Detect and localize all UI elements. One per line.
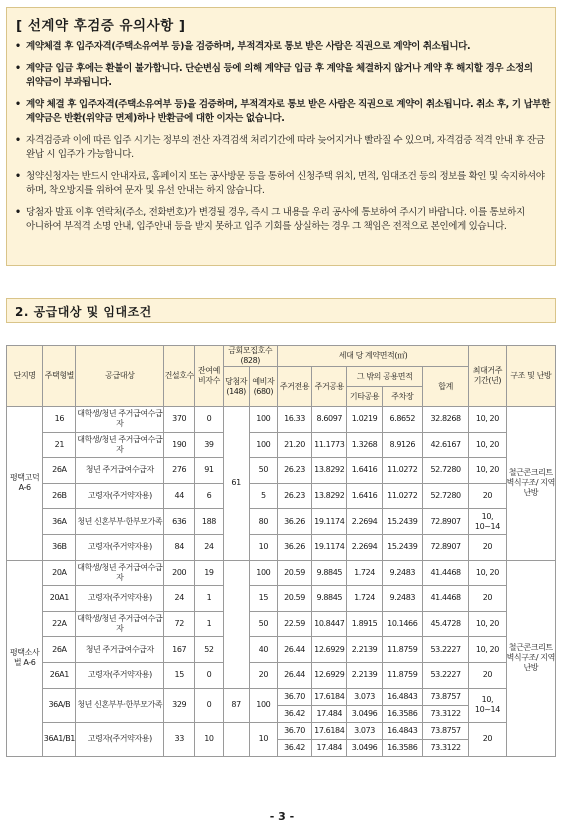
reserve-cell: 10 <box>249 534 277 560</box>
common-cell: 19.1174 <box>312 509 347 535</box>
header-area: 세대 당 계약면적(㎡) <box>277 346 468 367</box>
remaining-cell: 0 <box>195 688 223 722</box>
exclusive-cell: 36.42 <box>277 705 311 722</box>
common-cell: 12.6929 <box>312 662 347 688</box>
header-other-common: 그 밖의 공용면적 <box>347 367 423 387</box>
exclusive-cell: 21.20 <box>277 432 311 458</box>
total-cell: 45.4728 <box>422 611 468 637</box>
exclusive-cell: 26.44 <box>277 662 311 688</box>
table-row <box>7 509 556 535</box>
etc-common-cell: 1.3268 <box>347 432 382 458</box>
header-built: 건설호수 <box>164 346 195 407</box>
reserve-cell: 100 <box>249 432 277 458</box>
type-cell: 20A1 <box>43 586 76 612</box>
type-cell: 26A <box>43 637 76 663</box>
type-cell: 26A1 <box>43 662 76 688</box>
remaining-cell: 24 <box>195 534 223 560</box>
reserve-cell: 5 <box>249 483 277 509</box>
reserve-cell: 50 <box>249 611 277 637</box>
header-type: 주택형별 <box>43 346 76 407</box>
exclusive-cell: 36.70 <box>277 688 311 705</box>
target-cell: 대학생/청년 주거급여수급자 <box>76 432 164 458</box>
etc-common-cell: 2.2694 <box>347 509 382 535</box>
notice-item: • 당첨자 발표 이후 연락처(주소, 전화번호)가 변경될 경우, 즉시 그 내용을 우리 공사에 통보하여 주시기 바랍니다. 이를 통보하지 아니하여 부적격 소명 안내, 입주안내 등을 받지 못하고 입주 기회를 상실하는 경우 그 책임은 전적으로 본인에게 있습니다. <box>15 206 551 235</box>
notice-title: [ 선계약 후검증 유의사항 ] <box>16 18 186 34</box>
table-row <box>7 688 556 705</box>
type-cell: 20A <box>43 560 76 586</box>
complex-name: 평택소사벌 A-6 <box>7 560 43 756</box>
type-cell: 21 <box>43 432 76 458</box>
table-row <box>7 722 556 739</box>
reserve-cell: 50 <box>249 458 277 484</box>
total-cell: 42.6167 <box>422 432 468 458</box>
period-cell: 10, 20 <box>469 560 506 586</box>
total-cell: 32.8268 <box>422 407 468 433</box>
header-target: 공급대상 <box>76 346 164 407</box>
common-cell: 12.6929 <box>312 637 347 663</box>
period-cell: 20 <box>469 534 506 560</box>
period-cell: 10, 20 <box>469 637 506 663</box>
etc-common-cell: 1.8915 <box>347 611 382 637</box>
table-row <box>7 637 556 663</box>
exclusive-cell: 36.42 <box>277 739 311 756</box>
table-row <box>7 662 556 688</box>
notice-item: • 청약신청자는 반드시 안내자료, 홈페이지 또는 공사방문 등을 통하여 신청주택 위치, 면적, 임대조건 등의 정보를 확인 및 숙지하셔야 하며, 착오방지를 위하여 문자 및 유선 안내는 하지 않습니다. <box>15 170 551 199</box>
exclusive-cell: 36.26 <box>277 509 311 535</box>
common-cell: 17.6184 <box>312 688 347 705</box>
exclusive-cell: 36.26 <box>277 534 311 560</box>
built-cell: 276 <box>164 458 195 484</box>
parking-cell: 11.0272 <box>382 458 422 484</box>
reserve-cell: 20 <box>249 662 277 688</box>
notice-list <box>15 40 551 242</box>
type-cell: 16 <box>43 407 76 433</box>
exclusive-cell: 16.33 <box>277 407 311 433</box>
common-cell: 9.8845 <box>312 560 347 586</box>
total-cell: 52.7280 <box>422 458 468 484</box>
common-cell: 19.1174 <box>312 534 347 560</box>
parking-cell: 10.1466 <box>382 611 422 637</box>
reserve-cell: 100 <box>249 688 277 722</box>
target-cell: 청년 신혼부부·한부모가족 <box>76 688 164 722</box>
target-cell: 고령자(주거약자용) <box>76 534 164 560</box>
type-cell: 36B <box>43 534 76 560</box>
parking-cell: 16.3586 <box>382 705 422 722</box>
header-complex: 단지명 <box>7 346 43 407</box>
exclusive-cell: 20.59 <box>277 560 311 586</box>
period-cell: 10, 20 <box>469 458 506 484</box>
parking-cell: 16.4843 <box>382 688 422 705</box>
built-cell: 200 <box>164 560 195 586</box>
total-cell: 73.8757 <box>422 722 468 739</box>
remaining-cell: 39 <box>195 432 223 458</box>
header-reserve: 예비자 (680) <box>249 367 277 407</box>
built-cell: 370 <box>164 407 195 433</box>
reserve-cell: 80 <box>249 509 277 535</box>
built-cell: 329 <box>164 688 195 722</box>
parking-cell: 16.3586 <box>382 739 422 756</box>
total-cell: 72.8907 <box>422 509 468 535</box>
built-cell: 84 <box>164 534 195 560</box>
period-cell: 10, 20 <box>469 407 506 433</box>
remaining-cell: 0 <box>195 662 223 688</box>
etc-common-cell: 3.073 <box>347 688 382 705</box>
winner-cell: 61 <box>223 407 249 561</box>
built-cell: 33 <box>164 722 195 756</box>
type-cell: 36A/B <box>43 688 76 722</box>
exclusive-cell: 20.59 <box>277 586 311 612</box>
common-cell: 17.484 <box>312 705 347 722</box>
remaining-cell: 19 <box>195 560 223 586</box>
common-cell: 17.6184 <box>312 722 347 739</box>
header-total: 합계 <box>422 367 468 407</box>
target-cell: 고령자(주거약자용) <box>76 662 164 688</box>
supply-table <box>6 345 556 757</box>
header-winner: 당첨자 (148) <box>223 367 249 407</box>
type-cell: 36A <box>43 509 76 535</box>
period-cell: 10, 20 <box>469 611 506 637</box>
structure-cell: 철근콘크리트 벽식구조/ 지역난방 <box>506 407 555 561</box>
section-title: 2. 공급대상 및 임대조건 <box>15 305 152 319</box>
etc-common-cell: 1.0219 <box>347 407 382 433</box>
reserve-cell: 40 <box>249 637 277 663</box>
common-cell: 10.8447 <box>312 611 347 637</box>
structure-cell: 철근콘크리트 벽식구조/ 지역난방 <box>506 560 555 756</box>
reserve-cell: 10 <box>249 722 277 756</box>
period-cell: 10, 10~14 <box>469 509 506 535</box>
common-cell: 13.8292 <box>312 483 347 509</box>
target-cell: 고령자(주거약자용) <box>76 722 164 756</box>
period-cell: 20 <box>469 722 506 756</box>
target-cell: 대학생/청년 주거급여수급자 <box>76 560 164 586</box>
section-header <box>6 298 556 323</box>
type-cell: 36A1/B1 <box>43 722 76 756</box>
total-cell: 53.2227 <box>422 662 468 688</box>
total-cell: 73.8757 <box>422 688 468 705</box>
built-cell: 190 <box>164 432 195 458</box>
reserve-cell: 100 <box>249 560 277 586</box>
exclusive-cell: 26.23 <box>277 458 311 484</box>
total-cell: 41.4468 <box>422 586 468 612</box>
etc-common-cell: 3.0496 <box>347 705 382 722</box>
remaining-cell: 0 <box>195 407 223 433</box>
header-exclusive: 주거전용 <box>277 367 311 407</box>
target-cell: 청년 주거급여수급자 <box>76 458 164 484</box>
parking-cell: 9.2483 <box>382 560 422 586</box>
period-cell: 10, 20 <box>469 432 506 458</box>
header-common: 주거공용 <box>312 367 347 407</box>
remaining-cell: 1 <box>195 586 223 612</box>
table-row <box>7 560 556 586</box>
common-cell: 11.1773 <box>312 432 347 458</box>
notice-box <box>6 7 556 266</box>
total-cell: 41.4468 <box>422 560 468 586</box>
parking-cell: 11.8759 <box>382 662 422 688</box>
built-cell: 15 <box>164 662 195 688</box>
parking-cell: 15.2439 <box>382 534 422 560</box>
complex-name: 평택고덕 A-6 <box>7 407 43 561</box>
header-remaining: 잔여예비자수 <box>195 346 223 407</box>
notice-item: • 자격검증과 이에 따른 입주 시기는 정부의 전산 자격검색 처리기간에 따라 늦어지거나 빨라질 수 있으며, 자격검증 적격 안내 후 잔금 완납 시 입주가 가능합니다. <box>15 134 551 163</box>
remaining-cell: 10 <box>195 722 223 756</box>
table-row <box>7 483 556 509</box>
table-row <box>7 407 556 433</box>
notice-item: • 계약금 입금 후에는 환불이 불가합니다. 단순변심 등에 의해 계약금 입금 후 계약을 체결하지 않거나 계약 후 해지할 경우 소정의 위약금이 부과됩니다. <box>15 62 551 91</box>
remaining-cell: 91 <box>195 458 223 484</box>
type-cell: 22A <box>43 611 76 637</box>
winner-cell <box>223 560 249 688</box>
period-cell: 20 <box>469 483 506 509</box>
table-row <box>7 458 556 484</box>
remaining-cell: 6 <box>195 483 223 509</box>
built-cell: 44 <box>164 483 195 509</box>
type-cell: 26A <box>43 458 76 484</box>
target-cell: 고령자(주거약자용) <box>76 483 164 509</box>
common-cell: 9.8845 <box>312 586 347 612</box>
built-cell: 167 <box>164 637 195 663</box>
etc-common-cell: 1.6416 <box>347 458 382 484</box>
total-cell: 72.8907 <box>422 534 468 560</box>
period-cell: 20 <box>469 662 506 688</box>
exclusive-cell: 36.70 <box>277 722 311 739</box>
period-cell: 10, 10~14 <box>469 688 506 722</box>
etc-common-cell: 1.6416 <box>347 483 382 509</box>
built-cell: 72 <box>164 611 195 637</box>
parking-cell: 16.4843 <box>382 722 422 739</box>
total-cell: 73.3122 <box>422 739 468 756</box>
type-cell: 26B <box>43 483 76 509</box>
etc-common-cell: 2.2694 <box>347 534 382 560</box>
parking-cell: 9.2483 <box>382 586 422 612</box>
target-cell: 청년 신혼부부·한부모가족 <box>76 509 164 535</box>
header-parking: 주차장 <box>382 387 422 407</box>
common-cell: 8.6097 <box>312 407 347 433</box>
parking-cell: 15.2439 <box>382 509 422 535</box>
etc-common-cell: 2.2139 <box>347 637 382 663</box>
total-cell: 53.2227 <box>422 637 468 663</box>
etc-common-cell: 3.0496 <box>347 739 382 756</box>
remaining-cell: 1 <box>195 611 223 637</box>
parking-cell: 8.9126 <box>382 432 422 458</box>
exclusive-cell: 26.44 <box>277 637 311 663</box>
table-row <box>7 611 556 637</box>
target-cell: 대학생/청년 주거급여수급자 <box>76 611 164 637</box>
etc-common-cell: 1.724 <box>347 586 382 612</box>
target-cell: 고령자(주거약자용) <box>76 586 164 612</box>
built-cell: 24 <box>164 586 195 612</box>
total-cell: 73.3122 <box>422 705 468 722</box>
winner-cell: 87 <box>223 688 249 722</box>
total-cell: 52.7280 <box>422 483 468 509</box>
period-cell: 20 <box>469 586 506 612</box>
header-max-period: 최대거주기간(년) <box>469 346 506 407</box>
table-row <box>7 586 556 612</box>
header-structure: 구조 및 난방 <box>506 346 555 407</box>
table-row <box>7 534 556 560</box>
etc-common-cell: 1.724 <box>347 560 382 586</box>
reserve-cell: 100 <box>249 407 277 433</box>
notice-item: • 계약 체결 후 입주자격(주택소유여부 등)을 검증하며, 부적격자로 통보 받은 사람은 직권으로 계약이 취소됩니다. 취소 후, 기 납부한 계약금은 반환(위약금 면제)하나 반환금에 대한 이자는 없습니다. <box>15 98 551 127</box>
parking-cell: 6.8652 <box>382 407 422 433</box>
common-cell: 17.484 <box>312 739 347 756</box>
parking-cell: 11.8759 <box>382 637 422 663</box>
winner-cell <box>223 722 249 756</box>
page-number: - 3 - <box>269 810 295 823</box>
remaining-cell: 188 <box>195 509 223 535</box>
reserve-cell: 15 <box>249 586 277 612</box>
remaining-cell: 52 <box>195 637 223 663</box>
exclusive-cell: 26.23 <box>277 483 311 509</box>
target-cell: 청년 주거급여수급자 <box>76 637 164 663</box>
etc-common-cell: 2.2139 <box>347 662 382 688</box>
exclusive-cell: 22.59 <box>277 611 311 637</box>
target-cell: 대학생/청년 주거급여수급자 <box>76 407 164 433</box>
notice-item: • 계약체결 후 입주자격(주택소유여부 등)을 검증하며, 부적격자로 통보 받은 사람은 직권으로 계약이 취소됩니다. <box>15 40 551 55</box>
header-etc-common: 기타공용 <box>347 387 382 407</box>
etc-common-cell: 3.073 <box>347 722 382 739</box>
built-cell: 636 <box>164 509 195 535</box>
table-row <box>7 432 556 458</box>
header-recruit: 금회모집호수 (828) <box>223 346 277 367</box>
common-cell: 13.8292 <box>312 458 347 484</box>
parking-cell: 11.0272 <box>382 483 422 509</box>
